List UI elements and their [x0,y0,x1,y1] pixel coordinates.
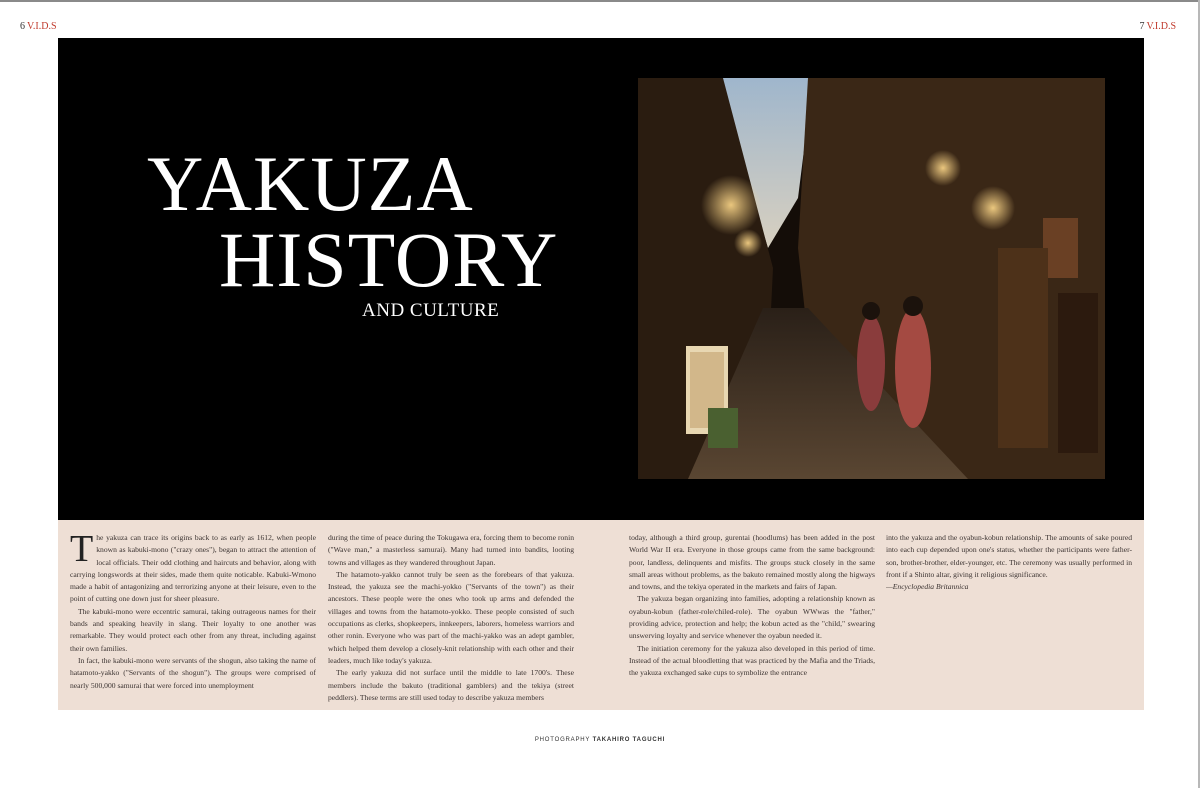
paragraph: In fact, the kabuki-mono were servants of the shogun, also taking the name of hatamoto-yakko ("Servants of the shogun"). The groups were comprised of nearly 500,000 samurai that were forced into unemployment [70,655,316,690]
article-column-2 [328,532,574,702]
photographer-name: TAKAHIRO TAGUCHI [592,737,666,743]
article-column-4 [886,532,1132,702]
headline-history: HISTORY [219,216,559,303]
street-photo-image [638,78,1105,479]
page-frame-top [0,0,1200,2]
photo-credit-label: PHOTOGRAPHY [534,737,591,743]
paragraph: The hatamoto-yakko cannot truly be seen as the forebears of that yakuza. Instead, the yakuza see the machi-yokko ("Servants of the town") as their ancestors. These people were the ones who took up arms and defended the villages and towns from the hatamoto-yokko. These people consisted of such occupations as clerks, shopkeepers, innkeepers, laborers, homeless warriors and other ronin. Everyone who was part of the machi-yakko was an adept gambler, which helped them develop a closely-knit relationship with each other and their leaders, much like today's yakuza. [328,569,574,665]
paragraph: into the yakuza and the oyabun-kobun relationship. The amounts of sake poured into each cup depended upon one's status, whether the participants were father-son, brother-brother, elder-younger, etc. The ceremony was usually performed in front if a Shinto altar, giving it religious significance. [886,533,1132,579]
article-column-3 [629,532,875,702]
paragraph: today, although a third group, gurentai (hoodlums) has been added in the post World War II era. Everyone in those groups came from the same background: poor, landless, delinquents and misfits. The groups stuck closely in the same small areas without problems, as the bakuto remained mostly along the higways and towns, and the tekiya operated in the markets and fairs of Japan. [629,533,875,592]
paragraph: The early yakuza did not surface until the middle to late 1700's. These members include the bakuto (traditional gamblers) and the tekiya (street peddlers). These terms are still used today to describe yakuza members [328,668,574,702]
folio-left [20,21,57,32]
page-number-right: 7 [1139,21,1145,32]
paragraph: The initiation ceremony for the yakuza also developed in this period of time. Instead of the actual bloodletting that was practiced by the Mafia and the Triads, the yakuza exchanged sake cups to symbolize the entrance [629,643,875,678]
headline-yakuza: YAKUZA [147,140,474,227]
street-photo [638,78,1105,479]
paragraph: The yakuza began organizing into families, adopting a relationship known as oyabun-kobun (father-role/chiled-role). The oyabun WWwas the "father," providing advice, protection and help; the kobun acted as the "child," swearing unswerving loyalty and service whenever the oyabun needed it. [629,594,875,641]
paragraph: during the time of peace during the Tokugawa era, forcing them to become ronin ("Wave man," a masterless samurai). Many had turned into bandits, looting towns and villages as they wandered throughout Japan. [328,533,574,567]
magazine-name-left: V.I.D.S [27,21,57,32]
folio-right [1139,21,1176,32]
photo-credit [0,737,1200,743]
headline-subtitle: AND CULTURE [362,300,500,321]
article-column-1 [70,532,316,702]
page-number-left: 6 [20,21,25,32]
source-credit: —Encyclopedia Britannica [886,582,969,592]
magazine-name-right: V.I.D.S [1146,21,1176,32]
paragraph: The yakuza can trace its origins back to as early as 1612, when people known as kabuki-mono ("crazy ones"), began to attract the attention of local officials. Their odd clothing and haircuts and behavior, along with carrying longswords at their sides, made them quite noticable. Kabuki-Wmono made a habit of antagonizing and terrorizing anyone at their leisure, even to the point of cutting one down just for sheer pleasure. [70,532,316,604]
paragraph: The kabuki-mono were eccentric samurai, taking outrageous names for their bands and speaking heavily in slang. Their loyalty to one another was remarkable. They would protect each other from any threat, including against their own families. [70,606,316,653]
